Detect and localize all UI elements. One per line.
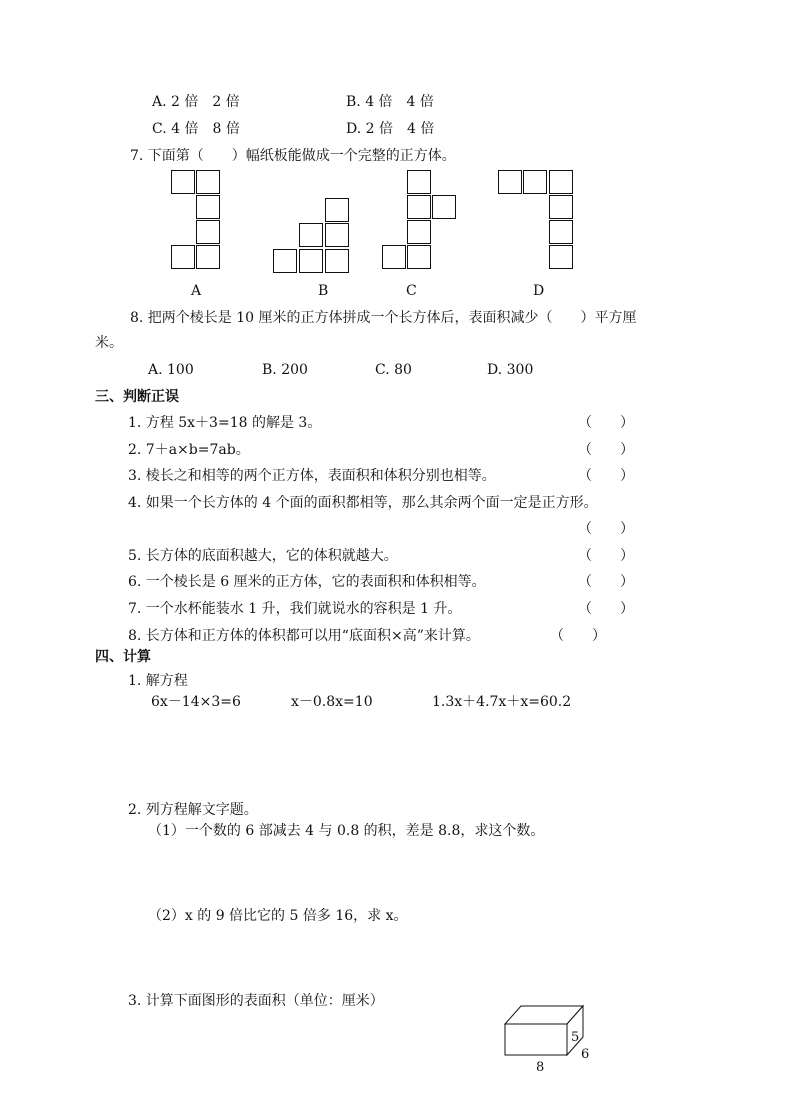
sub3-title: 3. 计算下面图形的表面积（单位：厘米）	[128, 993, 384, 1009]
q8-stem-line1: 8. 把两个棱长是 10 厘米的正方体拼成一个长方体后，表面积减少（ ）平方厘	[130, 310, 637, 326]
net-square	[549, 195, 573, 219]
cuboid-figure	[495, 998, 605, 1078]
net-label-b: B	[318, 283, 329, 299]
judge-bracket-4[interactable]: （ ）	[578, 521, 634, 537]
net-square	[196, 195, 220, 219]
q6-option-b: B. 4 倍 4 倍	[346, 94, 434, 110]
net-square	[523, 170, 547, 194]
judge-bracket-3[interactable]: （ ）	[578, 468, 634, 484]
net-square	[407, 245, 431, 269]
net-square	[325, 223, 349, 247]
net-square	[196, 220, 220, 244]
net-square	[549, 245, 573, 269]
judge-bracket-6[interactable]: （ ）	[578, 574, 634, 590]
net-square	[549, 170, 573, 194]
net-square	[407, 170, 431, 194]
word-problem-1: （1）一个数的 6 部减去 4 与 0.8 的积，差是 8.8，求这个数。	[148, 823, 545, 839]
q6-option-a: A. 2 倍 2 倍	[152, 94, 240, 110]
net-label-c: C	[406, 283, 417, 299]
word-problem-2: （2）x 的 9 倍比它的 5 倍多 16，求 x。	[148, 908, 408, 924]
net-label-d: D	[533, 283, 545, 299]
q6-option-d: D. 2 倍 4 倍	[346, 121, 435, 137]
net-square	[407, 195, 431, 219]
net-square	[299, 223, 323, 247]
cuboid-height-label: 5	[571, 1030, 580, 1045]
net-square	[196, 170, 220, 194]
equation-2: x－0.8x=10	[291, 694, 373, 710]
judge-item-6: 6. 一个棱长是 6 厘米的正方体，它的表面积和体积相等。	[128, 574, 486, 590]
net-square	[325, 198, 349, 222]
judge-item-7: 7. 一个水杯能装水 1 升，我们就说水的容积是 1 升。	[128, 601, 462, 617]
cuboid-front-face	[505, 1024, 567, 1055]
judge-bracket-2[interactable]: （ ）	[578, 442, 634, 458]
net-square	[549, 220, 573, 244]
judge-bracket-5[interactable]: （ ）	[578, 548, 634, 564]
sub2-title: 2. 列方程解文字题。	[128, 802, 258, 818]
judge-bracket-7[interactable]: （ ）	[578, 601, 634, 617]
judge-item-2: 2. 7＋a×b=7ab。	[128, 442, 250, 458]
cuboid-width-label: 6	[581, 1047, 590, 1062]
net-label-a: A	[191, 283, 202, 299]
net-square	[273, 249, 297, 273]
net-square	[407, 220, 431, 244]
equation-3: 1.3x＋4.7x＋x=60.2	[432, 694, 572, 710]
net-square	[299, 249, 323, 273]
q8-option-a: A. 100	[148, 362, 194, 378]
q6-option-c: C. 4 倍 8 倍	[152, 121, 240, 137]
q8-option-c: C. 80	[375, 362, 412, 378]
cuboid-length-label: 8	[536, 1060, 545, 1075]
q7-stem: 7. 下面第（ ）幅纸板能做成一个完整的正方体。	[130, 148, 456, 164]
section3-heading: 三、判断正误	[95, 389, 179, 405]
net-square	[498, 170, 522, 194]
judge-bracket-1[interactable]: （ ）	[578, 415, 634, 431]
equation-1: 6x－14×3=6	[151, 694, 241, 710]
net-square	[171, 170, 195, 194]
net-square	[325, 249, 349, 273]
judge-item-1: 1. 方程 5x＋3=18 的解是 3。	[128, 415, 322, 431]
q8-option-b: B. 200	[262, 362, 308, 378]
net-square	[432, 195, 456, 219]
judge-item-3: 3. 棱长之和相等的两个正方体，表面积和体积分别也相等。	[128, 468, 496, 484]
net-square	[382, 245, 406, 269]
judge-item-5: 5. 长方体的底面积越大，它的体积就越大。	[128, 548, 398, 564]
sub1-title: 1. 解方程	[128, 673, 188, 689]
net-square	[171, 245, 195, 269]
q8-stem-line2: 米。	[95, 335, 123, 351]
judge-item-4: 4. 如果一个长方体的 4 个面的面积都相等，那么其余两个面一定是正方形。	[128, 495, 598, 511]
net-square	[196, 245, 220, 269]
q8-option-d: D. 300	[487, 362, 534, 378]
section4-heading: 四、计算	[95, 649, 151, 665]
judge-item-8: 8. 长方体和正方体的体积都可以用“底面积×高”来计算。	[128, 628, 480, 644]
judge-bracket-8[interactable]: （ ）	[550, 628, 606, 644]
